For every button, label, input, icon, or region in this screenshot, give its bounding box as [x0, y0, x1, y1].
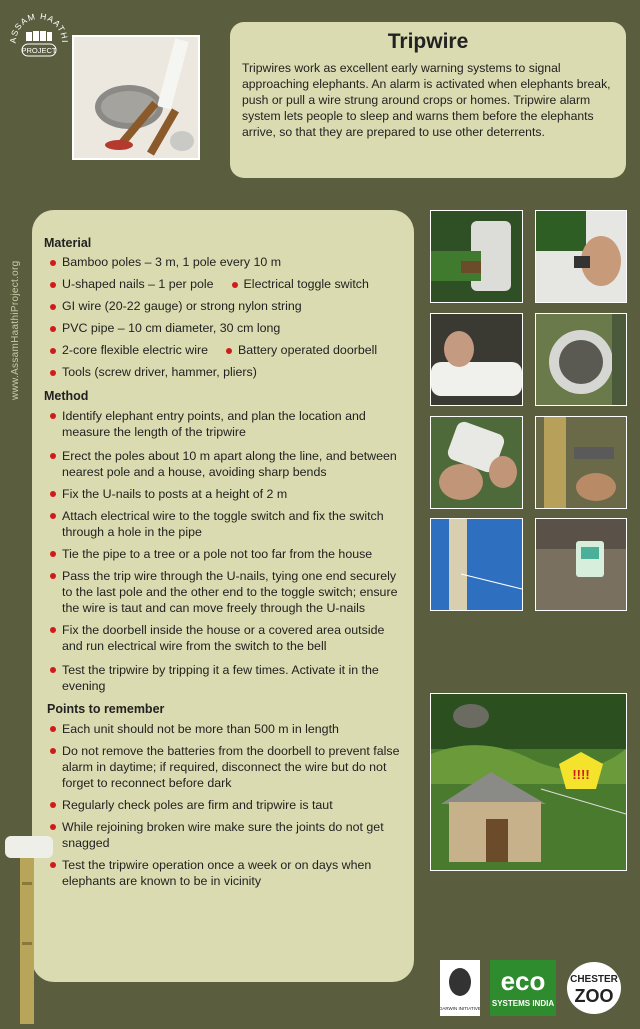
- website-url-text: www.AssamHaathiProject.org: [10, 260, 21, 400]
- remember-point-text: While rejoining broken wire make sure the joints do not get snagged: [62, 820, 384, 850]
- material-list: [44, 255, 406, 387]
- material-heading: Material: [44, 236, 92, 250]
- material-item: [44, 299, 302, 313]
- bullet-icon: [50, 573, 56, 579]
- bullet-icon: [50, 282, 56, 288]
- material-item-text: 2-core flexible electric wire: [62, 343, 208, 357]
- remember-point: [44, 721, 406, 737]
- bullet-icon: [50, 453, 56, 459]
- method-step-text: Erect the poles about 10 m apart along the line, and between nearest pole and a house, avoiding sharp bends: [62, 449, 397, 479]
- svg-text:SYSTEMS INDIA: SYSTEMS INDIA: [491, 999, 555, 1008]
- bullet-icon: [50, 802, 56, 808]
- remember-point: [44, 743, 406, 791]
- photo-pipe-end: [535, 313, 627, 406]
- method-step: [44, 448, 406, 480]
- assam-haathi-logo: [8, 6, 70, 64]
- intro-text: Tripwires work as excellent early warning systems to signal approaching elephants. An alarm is activated when elephants break, push or pull a wire strung around crops or homes. Tripwire alarm system lets people to sleep and warns them before the elephants arrive, so that they are prepared to use other deterrents.: [242, 61, 611, 139]
- material-row: [44, 255, 406, 277]
- material-item-text: Battery operated doorbell: [237, 343, 378, 357]
- bullet-icon: [50, 726, 56, 732]
- remember-point-text: Do not remove the batteries from the doorbell to prevent false alarm in daytime; if required, disconnect the wire but do not forget to reconnect before dark: [62, 744, 400, 790]
- bullet-icon: [50, 667, 56, 673]
- method-step-text: Test the tripwire by tripping it a few times. Activate it in the evening: [62, 663, 379, 693]
- chester-zoo-logo: [565, 960, 623, 1016]
- method-step-text: Identify elephant entry points, and plan the location and measure the length of the tripwire: [62, 409, 366, 439]
- bullet-icon: [50, 304, 56, 310]
- material-item-text: Bamboo poles – 3 m, 1 pole every 10 m: [62, 255, 282, 269]
- bullet-icon: [50, 326, 56, 332]
- method-step: [44, 486, 406, 502]
- photo-pvc-pipe: [430, 313, 523, 406]
- material-item-text: U-shaped nails – 1 per pole: [62, 277, 214, 291]
- page-title: Tripwire: [387, 30, 469, 53]
- material-item: [44, 365, 257, 379]
- material-item: [220, 343, 377, 357]
- material-item: [44, 277, 214, 291]
- website-url: [10, 220, 24, 400]
- bullet-icon: [50, 260, 56, 266]
- material-item-text: GI wire (20-22 gauge) or strong nylon string: [62, 299, 302, 313]
- logo-top-text: ASSAM HAATHI: [8, 10, 70, 44]
- svg-text:CHESTER: CHESTER: [570, 974, 618, 985]
- remember-point-text: Each unit should not be more than 500 m in length: [62, 722, 339, 736]
- pole-pipe-illustration: [0, 822, 60, 1024]
- photo-hammering-nail: [535, 416, 627, 509]
- material-item: [44, 321, 280, 335]
- material-row: [44, 299, 406, 321]
- method-step: [44, 622, 406, 654]
- bullet-icon: [50, 551, 56, 557]
- bullet-icon: [50, 413, 56, 419]
- bullet-icon: [50, 627, 56, 633]
- darwin-initiative-logo: [440, 960, 480, 1016]
- material-row: [44, 365, 406, 387]
- tools-photo: [72, 35, 200, 160]
- remember-point-text: Test the tripwire operation once a week or on days when elephants are known to be in vicinity: [62, 858, 372, 888]
- method-heading: Method: [44, 389, 89, 403]
- bullet-icon: [50, 748, 56, 754]
- eco-systems-india-logo: [490, 960, 556, 1016]
- method-step-text: Tie the pipe to a tree or a pole not too far from the house: [62, 547, 373, 561]
- remember-heading: Points to remember: [47, 702, 165, 716]
- svg-text:ZOO: ZOO: [574, 986, 614, 1006]
- elephants-icon: [26, 31, 52, 41]
- instructions-panel: [32, 210, 414, 982]
- photo-wiring-switch: [535, 210, 627, 303]
- method-step: [44, 546, 406, 562]
- logo-bottom-text: PROJECT: [21, 46, 57, 55]
- svg-text:eco: eco: [500, 966, 546, 996]
- material-item-text: PVC pipe – 10 cm diameter, 30 cm long: [62, 321, 281, 335]
- bullet-icon: [50, 513, 56, 519]
- method-step-text: Attach electrical wire to the toggle switch and fix the switch through a hole in the pipe: [62, 509, 384, 539]
- photo-doorbell: [535, 518, 627, 611]
- method-step-text: Pass the trip wire through the U-nails, tying one end securely to the last pole and the other end to the toggle switch; ensure the wire is taut and can move freely through the U-nails: [62, 569, 398, 615]
- bullet-icon: [232, 282, 238, 288]
- material-item: [44, 255, 281, 269]
- method-step: [44, 408, 406, 440]
- bullet-icon: [226, 348, 232, 354]
- photo-drilling-pipe: [430, 210, 523, 303]
- material-item-text: Electrical toggle switch: [243, 277, 369, 291]
- material-item: [226, 277, 369, 291]
- method-step-text: Fix the U-nails to posts at a height of 2 m: [62, 487, 288, 501]
- material-item: [44, 343, 208, 357]
- intro-panel: [230, 22, 626, 178]
- material-item-text: Tools (screw driver, hammer, pliers): [62, 365, 257, 379]
- remember-point: [44, 797, 406, 813]
- remember-point: [44, 819, 406, 851]
- elephant-icon: [453, 704, 489, 728]
- material-row: [44, 277, 406, 299]
- photo-pole-wire: [430, 518, 523, 611]
- method-step: [44, 568, 406, 616]
- alarm-text: !!!!: [572, 767, 590, 782]
- material-row: [44, 343, 406, 365]
- bird-icon: [449, 968, 471, 996]
- material-row: [44, 321, 406, 343]
- method-step: [44, 662, 406, 694]
- bullet-icon: [50, 370, 56, 376]
- method-step-text: Fix the doorbell inside the house or a covered area outside and run electrical wire from the switch to the bell: [62, 623, 385, 653]
- remember-point: [44, 857, 406, 889]
- cartoon-elephant-alarm: [430, 693, 627, 871]
- bullet-icon: [50, 348, 56, 354]
- bullet-icon: [50, 491, 56, 497]
- method-step: [44, 508, 406, 540]
- method-list: [44, 408, 406, 694]
- remember-point-text: Regularly check poles are firm and tripwire is taut: [62, 798, 333, 812]
- remember-list: [44, 721, 406, 889]
- svg-text:DARWIN INITIATIVE: DARWIN INITIATIVE: [440, 1006, 480, 1011]
- photo-tying-pipe: [430, 416, 523, 509]
